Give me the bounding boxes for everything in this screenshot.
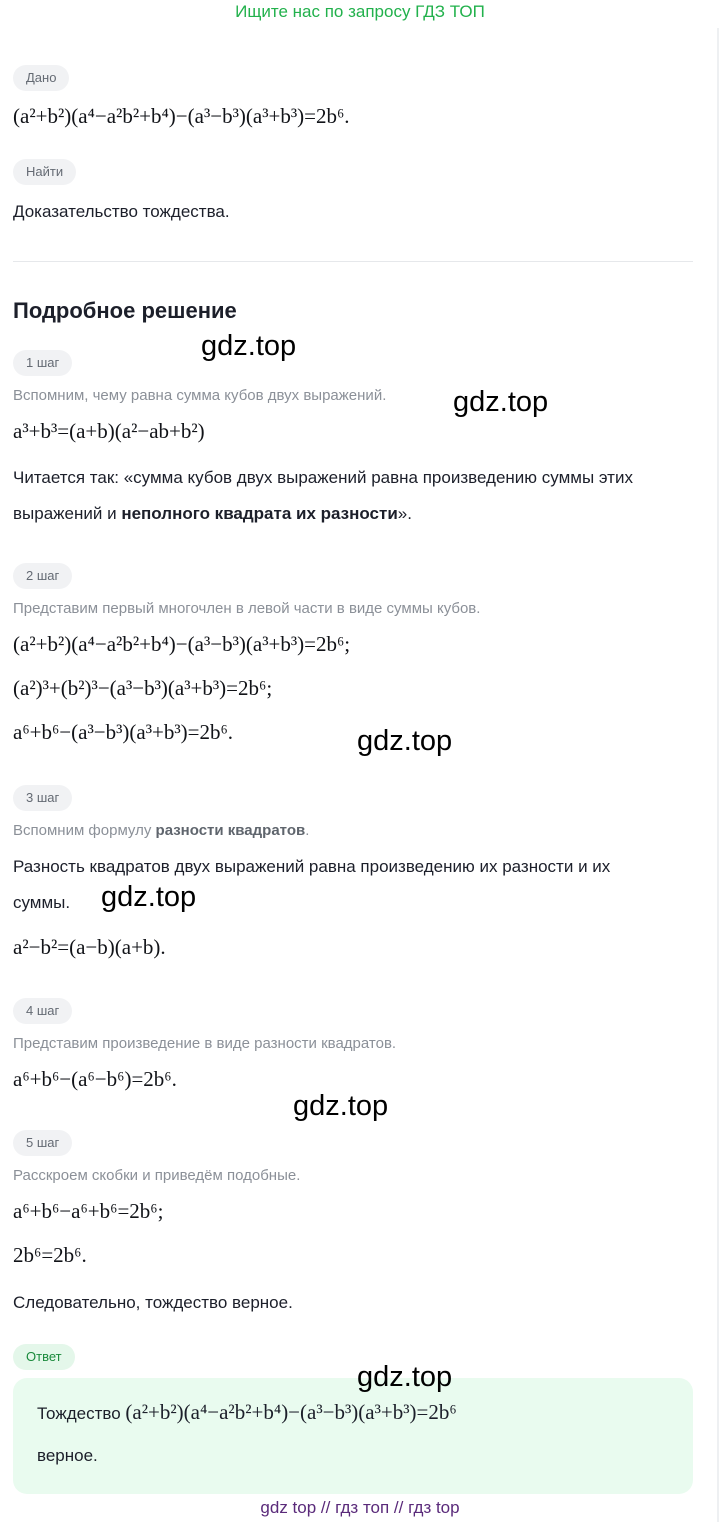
solution-title: Подробное решение: [13, 298, 237, 323]
step-5-conclusion: Следовательно, тождество верное.: [13, 1293, 293, 1312]
step-3-hint-plain: Вспомним формулу: [13, 822, 156, 839]
step-1-text-plain: выражений и: [13, 504, 122, 523]
top-banner[interactable]: Ищите нас по запросу ГДЗ ТОП: [235, 2, 485, 21]
step-3-hint-end: .: [305, 822, 310, 839]
step-1-badge: 1 шаг: [13, 350, 72, 376]
find-text: Доказательство тождества.: [13, 202, 230, 221]
step-5-line-2: 2b⁶=2b⁶.: [13, 1243, 87, 1267]
answer-box: [13, 1378, 693, 1494]
step-3-text-line1: Разность квадратов двух выражений равна произведению их разности и их: [13, 857, 611, 876]
answer-line-1: [37, 1400, 457, 1425]
watermark: gdz.top: [357, 1361, 453, 1393]
step-2-badge: 2 шаг: [13, 563, 72, 589]
step-4-hint: Представим произведение в виде разности квадратов.: [13, 1035, 397, 1052]
step-3-formula: a²−b²=(a−b)(a+b).: [13, 935, 166, 959]
step-5-hint: Расскроем скобки и приведём подобные.: [13, 1167, 301, 1184]
answer-prefix: Тождество: [37, 1404, 121, 1423]
step-2-line-1: (a²+b²)(a⁴−a²b²+b⁴)−(a³−b³)(a³+b³)=2b⁶;: [13, 632, 351, 656]
section-divider: [13, 261, 693, 262]
scrollbar-track: [717, 28, 719, 1522]
step-1-text-line2: [13, 504, 412, 524]
step-1-text-line1: Читается так: «сумма кубов двух выражений равна произведению суммы этих: [13, 468, 633, 487]
step-1-text-bold: неполного квадрата их разности: [121, 504, 398, 523]
given-expression: (a²+b²)(a⁴−a²b²+b⁴)−(a³−b³)(a³+b³)=2b⁶.: [13, 104, 350, 128]
step-2-line-2: (a²)³+(b²)³−(a³−b³)(a³+b³)=2b⁶;: [13, 676, 273, 700]
watermark: gdz.top: [293, 1090, 389, 1122]
answer-suffix: верное.: [37, 1446, 98, 1465]
step-3-text-line2: суммы.: [13, 893, 71, 912]
watermark: gdz.top: [357, 725, 453, 757]
given-badge: Дано: [13, 65, 69, 91]
find-badge: Найти: [13, 159, 76, 185]
step-5-line-1: a⁶+b⁶−a⁶+b⁶=2b⁶;: [13, 1199, 164, 1223]
step-3-hint: [13, 822, 309, 839]
step-2-hint: Представим первый многочлен в левой части в виде суммы кубов.: [13, 600, 481, 617]
step-4-badge: 4 шаг: [13, 998, 72, 1024]
step-2-line-3: a⁶+b⁶−(a³−b³)(a³+b³)=2b⁶.: [13, 720, 234, 744]
step-1-formula: a³+b³=(a+b)(a²−ab+b²): [13, 419, 205, 443]
step-5-badge: 5 шаг: [13, 1130, 72, 1156]
watermark: gdz.top: [201, 330, 297, 362]
watermark: gdz.top: [453, 386, 549, 418]
step-3-badge: 3 шаг: [13, 785, 72, 811]
watermark: gdz.top: [101, 881, 197, 913]
step-1-hint: Вспомним, чему равна сумма кубов двух выражений.: [13, 387, 387, 404]
answer-badge: Ответ: [13, 1344, 75, 1370]
step-3-hint-bold: разности квадратов: [155, 822, 306, 839]
step-1-text-end: ».: [397, 504, 412, 523]
answer-expression: (a²+b²)(a⁴−a²b²+b⁴)−(a³−b³)(a³+b³)=2b⁶: [125, 1400, 457, 1424]
footer-links[interactable]: gdz top // гдз топ // гдз top: [260, 1498, 460, 1517]
step-4-formula: a⁶+b⁶−(a⁶−b⁶)=2b⁶.: [13, 1067, 177, 1091]
